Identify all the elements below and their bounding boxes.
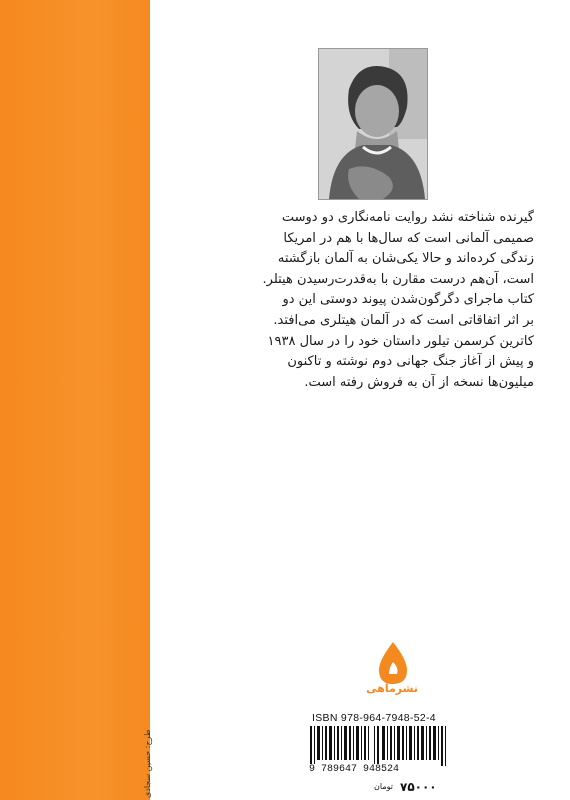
spine-band [0, 0, 150, 800]
author-photo [318, 48, 428, 200]
isbn-number: ISBN 978-964-7948-52-4 [312, 712, 436, 724]
blurb-line: کتاب ماجرای دگرگون‌شدن پیوند دوستی این دو [282, 292, 534, 308]
price-amount: ۷۵۰۰۰ [400, 780, 437, 794]
blurb-line: کاترین کرسمن تیلور داستان خود را در سال ۱۹۳۸ [267, 333, 534, 349]
barcode-digits: 9 789647 948524 [309, 764, 400, 775]
blurb-line: است، آن‌هم درست مقارن با به‌قدرت‌رسیدن هیتلر. [262, 271, 534, 287]
blurb-line: زندگی کرده‌اند و حالا یکی‌شان به آلمان بازگشته [277, 251, 534, 267]
barcode-icon [304, 726, 456, 768]
publisher-name: نشرماهی [366, 682, 418, 695]
blurb-line: گیرنده شناخته نشد روایت نامه‌نگاری دو دوست [281, 210, 534, 225]
price-currency: تومان [374, 782, 393, 791]
blurb-line: میلیون‌ها نسخه از آن به فروش رفته است. [304, 374, 534, 390]
blurb-line: صمیمی آلمانی است که سال‌ها با هم در امریکا [283, 230, 534, 246]
designer-credit [140, 660, 154, 800]
designer-credit-text: طرح: حسین سجادی [143, 729, 152, 798]
blurb-line: بر اثر اتفاقاتی است که در آلمان هیتلری می‌افتد. [273, 312, 534, 328]
blurb [230, 208, 534, 393]
blurb-line: و پیش از آغاز جنگ جهانی دوم نوشته و تاکنون [287, 354, 534, 370]
